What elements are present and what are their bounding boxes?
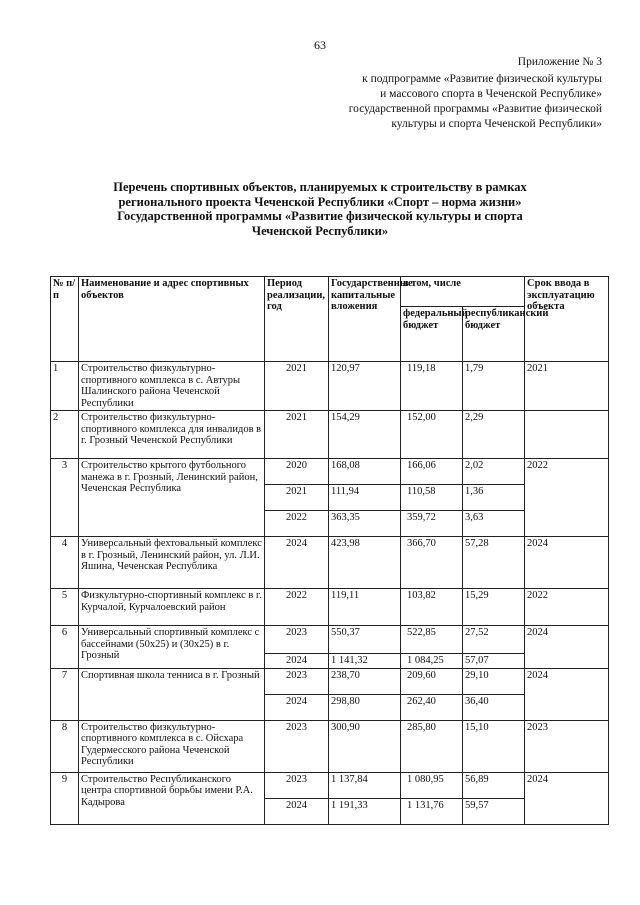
- table-row: [51, 537, 609, 589]
- republic-value: 56,89: [463, 772, 525, 798]
- capital-value: 154,29: [329, 411, 401, 459]
- deadline-year: 2024: [525, 668, 609, 720]
- deadline-year: 2024: [525, 772, 609, 824]
- republic-value: 29,10: [463, 668, 525, 694]
- table-row: [51, 720, 609, 772]
- row-number: 1: [51, 362, 79, 411]
- object-name: Строительство крытого футбольного манежа в г. Грозный, Ленинский район, Чеченская Республика: [79, 459, 265, 537]
- table-row: [51, 362, 609, 411]
- appendix-line: государственной программы «Развитие физической: [348, 103, 602, 115]
- federal-value: 103,82: [401, 589, 463, 626]
- federal-value: 119,18: [401, 362, 463, 411]
- row-number: 4: [51, 537, 79, 589]
- row-number: 8: [51, 720, 79, 772]
- table-row: [51, 668, 609, 694]
- header-capital: Государственные капитальные вложения: [329, 277, 401, 362]
- sports-objects-table: [50, 276, 609, 825]
- row-number: 9: [51, 772, 79, 824]
- period-year: 2023: [265, 772, 329, 798]
- deadline-year: 2024: [525, 626, 609, 669]
- federal-value: 1 131,76: [401, 798, 463, 824]
- header-including: в том, числе: [401, 277, 525, 307]
- capital-value: 550,37: [329, 626, 401, 654]
- object-name: Строительство физкультурно-спортивного комплекса для инвалидов в г. Грозный Чеченской Республики: [79, 411, 265, 459]
- period-year: 2024: [265, 798, 329, 824]
- period-year: 2021: [265, 411, 329, 459]
- period-year: 2024: [265, 537, 329, 589]
- object-name: Физкультурно-спортивный комплекс в г. Курчалой, Курчалоевский район: [79, 589, 265, 626]
- header-name: Наименование и адрес спортивных объектов: [79, 277, 265, 362]
- table-row: [51, 411, 609, 459]
- deadline-year: 2023: [525, 720, 609, 772]
- header-period: Период реализации, год: [265, 277, 329, 362]
- federal-value: 522,85: [401, 626, 463, 654]
- capital-value: 168,08: [329, 459, 401, 485]
- period-year: 2024: [265, 694, 329, 720]
- federal-value: 262,40: [401, 694, 463, 720]
- title-line: регионального проекта Чеченской Республики «Спорт – норма жизни»: [118, 194, 522, 209]
- republic-value: 1,79: [463, 362, 525, 411]
- deadline-year: 2021: [525, 362, 609, 411]
- title-line: Чеченской Республики»: [251, 223, 389, 238]
- capital-value: 111,94: [329, 485, 401, 511]
- republic-value: 36,40: [463, 694, 525, 720]
- period-year: 2023: [265, 720, 329, 772]
- federal-value: 285,80: [401, 720, 463, 772]
- object-name: Спортивная школа тенниса в г. Грозный: [79, 668, 265, 720]
- republic-value: 57,07: [463, 654, 525, 669]
- federal-value: 166,06: [401, 459, 463, 485]
- period-year: 2023: [265, 626, 329, 654]
- federal-value: 366,70: [401, 537, 463, 589]
- page-number: 63: [314, 38, 326, 52]
- appendix-line: и массового спорта в Чеченской Республике»: [380, 88, 602, 100]
- appendix-note: [282, 55, 602, 132]
- appendix-line: к подпрограмме «Развитие физической культуры: [362, 73, 602, 85]
- header-deadline: Срок ввода в эксплуатацию объекта: [525, 277, 609, 362]
- period-year: 2022: [265, 511, 329, 537]
- deadline-year: [525, 411, 609, 459]
- federal-value: 152,00: [401, 411, 463, 459]
- table-row: [51, 772, 609, 798]
- row-number: 5: [51, 589, 79, 626]
- federal-value: 1 080,95: [401, 772, 463, 798]
- capital-value: 298,80: [329, 694, 401, 720]
- capital-value: 238,70: [329, 668, 401, 694]
- row-number: 3: [51, 459, 79, 537]
- period-year: 2024: [265, 654, 329, 669]
- table-row: [51, 459, 609, 485]
- object-name: Строительство физкультурно-спортивного комплекса в с. Ойсхара Гудермесского района Чеченской Республики: [79, 720, 265, 772]
- deadline-year: 2024: [525, 537, 609, 589]
- capital-value: 363,35: [329, 511, 401, 537]
- republic-value: 1,36: [463, 485, 525, 511]
- capital-value: 423,98: [329, 537, 401, 589]
- republic-value: 57,28: [463, 537, 525, 589]
- republic-value: 3,63: [463, 511, 525, 537]
- republic-value: 27,52: [463, 626, 525, 654]
- capital-value: 119,11: [329, 589, 401, 626]
- title-line: Перечень спортивных объектов, планируемых к строительству в рамках: [113, 180, 527, 194]
- republic-value: 15,10: [463, 720, 525, 772]
- title-line: Государственной программы «Развитие физической культуры и спорта: [117, 209, 523, 223]
- appendix-line: культуры и спорта Чеченской Республики»: [391, 118, 602, 130]
- deadline-year: 2022: [525, 459, 609, 537]
- object-name: Универсальный спортивный комплекс с бассейнами (50х25) и (30х25) в г. Грозный: [79, 626, 265, 669]
- row-number: 7: [51, 668, 79, 720]
- header-federal: федеральный бюджет: [401, 307, 463, 362]
- row-number: 6: [51, 626, 79, 669]
- capital-value: 1 141,32: [329, 654, 401, 669]
- header-republic: республиканский бюджет: [463, 307, 525, 362]
- table-body: [51, 362, 609, 825]
- period-year: 2021: [265, 362, 329, 411]
- republic-value: 15,29: [463, 589, 525, 626]
- object-name: Строительство Республиканского центра спортивной борьбы имени Р.А. Кадырова: [79, 772, 265, 824]
- capital-value: 120,97: [329, 362, 401, 411]
- federal-value: 110,58: [401, 485, 463, 511]
- table-row: [51, 626, 609, 654]
- republic-value: 2,29: [463, 411, 525, 459]
- deadline-year: 2022: [525, 589, 609, 626]
- republic-value: 59,57: [463, 798, 525, 824]
- federal-value: 359,72: [401, 511, 463, 537]
- period-year: 2022: [265, 589, 329, 626]
- row-number: 2: [51, 411, 79, 459]
- period-year: 2020: [265, 459, 329, 485]
- period-year: 2023: [265, 668, 329, 694]
- document-title: [100, 180, 540, 238]
- capital-value: 1 191,33: [329, 798, 401, 824]
- appendix-label: Приложение № 3: [517, 56, 602, 68]
- republic-value: 2,02: [463, 459, 525, 485]
- object-name: Универсальный фехтовальный комплекс в г. Грозный, Ленинский район, ул. Л.И. Яшина, Чеченская Республика: [79, 537, 265, 589]
- federal-value: 1 084,25: [401, 654, 463, 669]
- object-name: Строительство физкультурно-спортивного комплекса в с. Автуры Шалинского района Чеченской Республики: [79, 362, 265, 411]
- period-year: 2021: [265, 485, 329, 511]
- header-num: № п/п: [51, 277, 79, 362]
- federal-value: 209,60: [401, 668, 463, 694]
- capital-value: 300,90: [329, 720, 401, 772]
- capital-value: 1 137,84: [329, 772, 401, 798]
- table-row: [51, 589, 609, 626]
